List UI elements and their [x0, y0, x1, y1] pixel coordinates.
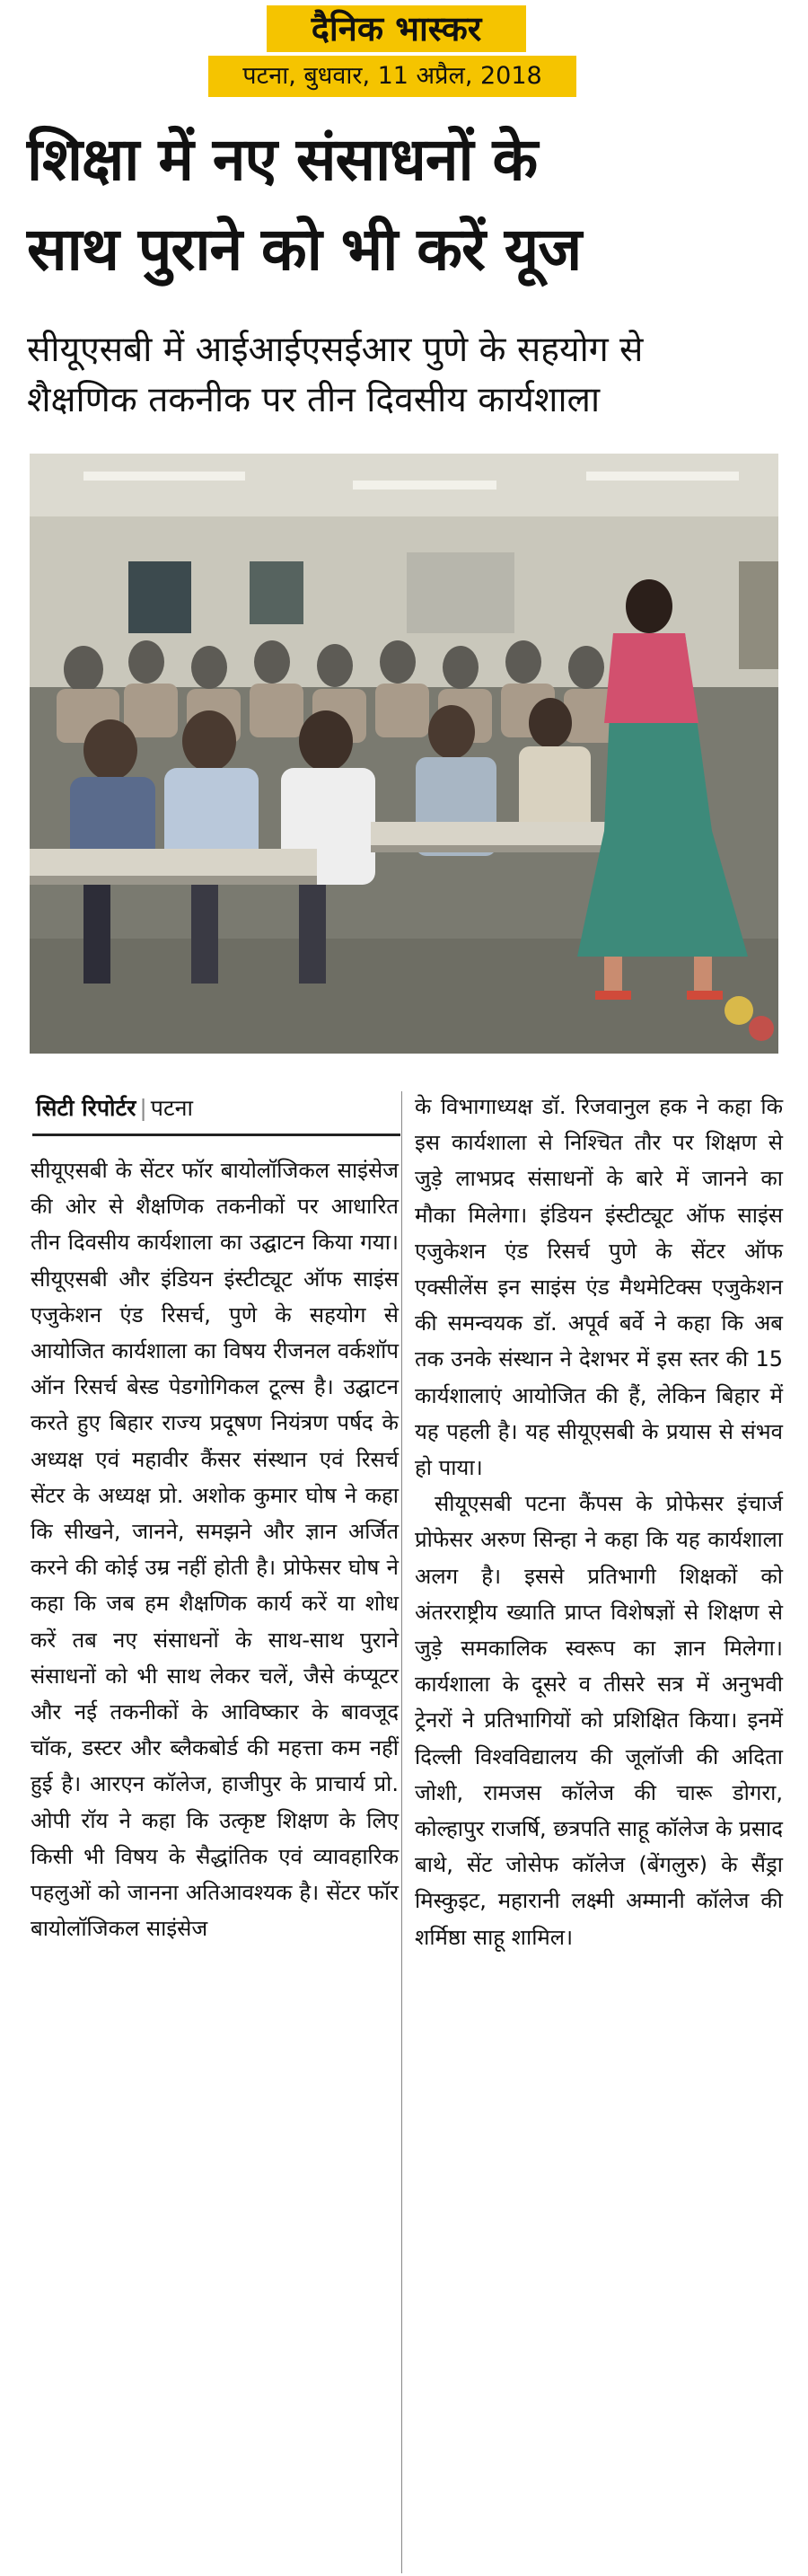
column-divider [401, 1091, 402, 2573]
subheadline-line-1: सीयूएसबी में आईआईएसईआर पुणे के सहयोग से [27, 330, 644, 370]
byline-reporter: सिटी रिपोर्टर [36, 1095, 136, 1121]
byline [36, 1089, 395, 1128]
headline-line-2: साथ पुराने को भी करें यूज [27, 215, 582, 284]
article-column-2 [415, 1089, 783, 1955]
subheadline-line-2: शैक्षणिक तकनीक पर तीन दिवसीय कार्यशाला [27, 380, 601, 420]
dateline: पटना, बुधवार, 11 अप्रैल, 2018 [208, 56, 576, 97]
workshop-photo-illustration [30, 454, 778, 1054]
workshop-photo [30, 454, 778, 1054]
byline-place: पटना [150, 1095, 193, 1121]
article-paragraph: के विभागाध्यक्ष डॉ. रिजवानुल हक ने कहा कि इस कार्यशाला से निश्चित तौर पर शिक्षण से जुड़े लाभप्रद संसाधनों के बारे में जानने का मौका मिलेगा। इंडियन इंस्टीट्यूट ऑफ साइंस एजुकेशन एंड रिसर्च पुणे के सेंटर ऑफ एक्सीलेंस इन साइंस एंड मैथमेटिक्स एजुकेशन की समन्वयक डॉ. अपूर्व बर्वे ने कहा कि अब तक उनके संस्थान ने देशभर में इस स्तर की 15 कार्यशालाएं आयोजित की हैं, लेकिन बिहार में यह पहली है। यह सीयूएसबी के प्रयास से संभव हो पाया। [415, 1094, 783, 1481]
headline-line-1: शिक्षा में नए संसाधनों के [27, 125, 538, 194]
subheadline [27, 325, 781, 426]
masthead-logo: दैनिक भास्कर [267, 5, 526, 52]
byline-separator: | [139, 1095, 147, 1121]
article-paragraph: सीयूएसबी के सेंटर फॉर बायोलॉजिकल साइंसेज की ओर से शैक्षणिक तकनीकों पर आधारित तीन दिवसीय कार्यशाला का उद्घाटन किया गया। सीयूएसबी और इंडियन इंस्टीट्यूट ऑफ साइंस एजुकेशन एंड रिसर्च, पुणे के सहयोग से आयोजित कार्यशाला का विषय रीजनल वर्कशॉप ऑन रिसर्च बेस्ड पेडगोगिकल टूल्स है। उद्घाटन करते हुए बिहार राज्य प्रदूषण नियंत्रण पर्षद के अध्यक्ष एवं महावीर कैंसर संस्थान एवं रिसर्च सेंटर के अध्यक्ष प्रो. अशोक कुमार घोष ने कहा कि सीखने, जानने, समझने और ज्ञान अर्जित करने की कोई उम्र नहीं होती है। प्रोफेसर घोष ने कहा कि जब हम शैक्षणिक कार्य करें या शोध करें तब नए संसाधनों के साथ-साथ पुराने संसाधनों को भी साथ लेकर चलें, जैसे कंप्यूटर और नई तकनीकों के आविष्कार के बावजूद चॉक, डस्टर और ब्लैकबोर्ड की महत्ता कम नहीं हुई है। आरएन कॉलेज, हाजीपुर के प्राचार्य प्रो. ओपी रॉय ने कहा कि उत्कृष्ट शिक्षण के लिए किसी भी विषय के सैद्धांतिक एवं व्यावहारिक पहलुओं को जानना अतिआवश्यक है। सेंटर फॉर बायोलॉजिकल साइंसेज [31, 1158, 399, 1942]
headline [27, 115, 781, 295]
article-paragraph: सीयूएसबी पटना कैंपस के प्रोफेसर इंचार्ज प्रोफेसर अरुण सिन्हा ने कहा कि यह कार्यशाला अलग है। इससे प्रतिभागी शिक्षकों को अंतरराष्ट्रीय ख्याति प्राप्त विशेषज्ञों से शिक्षण से जुड़े समकालिक स्वरूप का ज्ञान मिलेगा। कार्यशाला के दूसरे व तीसरे सत्र में अनुभवी ट्रेनरों ने प्रतिभागियों को प्रशिक्षित किया। इनमें दिल्ली विश्वविद्यालय की जूलॉजी की अदिता जोशी, रामजस कॉलेज की चारू डोगरा, कोल्हापुर राजर्षि, छत्रपति साहू कॉलेज के प्रसाद बाथे, सेंट जोसेफ कॉलेज (बेंगलुरु) के सैंड्रा मिस्कुइट, महारानी लक्ष्मी अम्मानी कॉलेज की शर्मिष्ठा साहू शामिल। [415, 1491, 783, 1950]
byline-rule [32, 1134, 400, 1136]
article-column-1 [31, 1152, 399, 1946]
